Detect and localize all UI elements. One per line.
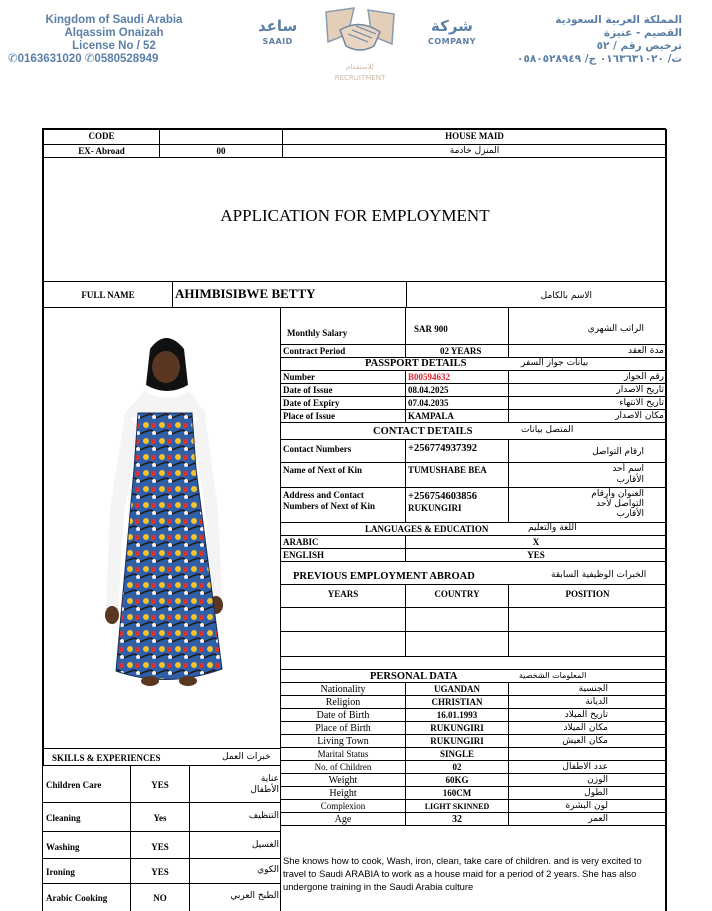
prev-employment-title-english: PREVIOUS EMPLOYMENT ABROAD <box>293 571 475 582</box>
skill-name-arabic-cooking: Arabic Cooking <box>46 893 108 903</box>
personal-value-complexion: LIGHT SKINNED <box>405 799 509 813</box>
prev-spacer-row <box>280 656 667 670</box>
personal-value-age: 32 <box>405 812 509 826</box>
passport-section-title <box>280 357 667 371</box>
personal-ar-weight: الوزن <box>508 773 667 787</box>
skill-ar-cleaning: التنظيف <box>248 811 279 821</box>
logo-company-english: COMPANY <box>428 37 476 46</box>
handshake-logo-icon <box>318 4 402 60</box>
skills-title-english: SKILLS & EXPERIENCES <box>52 753 161 763</box>
contract-label: Contract Period <box>280 344 406 358</box>
skill-value-ironing: YES <box>130 859 190 883</box>
personal-value-weight: 60KG <box>405 773 509 787</box>
passport-issue-arabic: تاريخ الاصدار <box>508 383 667 397</box>
languages-title-english: LANGUAGES & EDUCATION <box>365 524 489 534</box>
passport-place-label: Place of Issue <box>280 409 406 423</box>
application-title: APPLICATION FOR EMPLOYMENT <box>43 157 667 282</box>
personal-ar-nationality: الجنسية <box>508 682 667 696</box>
logo-company-arabic: شركة <box>431 17 473 35</box>
personal-label-children: No. of Children <box>280 760 406 774</box>
passport-expiry-value: 07.04.2035 <box>405 396 509 410</box>
personal-ar-living-town: مكان العيش <box>508 734 667 748</box>
skill-ar-children-care: عناية الأطفال <box>250 774 279 795</box>
salary-label: Monthly Salary <box>280 307 406 345</box>
passport-place-arabic: مكان الاصدار <box>508 409 667 423</box>
passport-number-value: B00594632 <box>405 370 509 384</box>
kin-address-ar-1: العنوان وأرقام <box>591 489 644 499</box>
skills-section-title <box>43 748 281 766</box>
passport-number-label: Number <box>280 370 406 384</box>
personal-ar-height: الطول <box>508 786 667 800</box>
company-header-arabic <box>482 14 682 66</box>
prev-row-1-position <box>508 607 667 632</box>
personal-label-living-town: Living Town <box>280 734 406 748</box>
passport-place-value: KAMPALA <box>405 409 509 423</box>
skills-title-arabic: خبرات العمل <box>222 752 271 762</box>
kin-address-label-2: Numbers of Next of Kin <box>283 501 375 511</box>
full-name-label: FULL NAME <box>43 281 173 308</box>
logo-sub-english: RECRUITMENT <box>334 74 386 82</box>
kin-address-label <box>280 487 406 523</box>
personal-value-religion: CHRISTIAN <box>405 695 509 709</box>
contact-section-title <box>280 422 667 440</box>
passport-number-arabic: رقم الجواز <box>508 370 667 384</box>
personal-value-height: 160CM <box>405 786 509 800</box>
personal-value-dob: 16.01.1993 <box>405 708 509 722</box>
skill-name-children-care: Children Care <box>46 780 102 790</box>
contact-title-english: CONTACT DETAILS <box>373 426 473 437</box>
kin-name-arabic <box>508 462 667 488</box>
prev-row-2-years <box>280 631 406 657</box>
kin-address-label-1: Address and Contact <box>283 490 364 500</box>
ex-abroad-value: 00 <box>159 144 283 158</box>
skill-value-children-care: YES <box>130 766 190 802</box>
skill-name-ironing: Ironing <box>46 867 75 877</box>
kin-name-value: TUMUSHABE BEA <box>405 462 509 488</box>
passport-title-english: PASSPORT DETAILS <box>365 358 467 369</box>
prev-row-2-position <box>508 631 667 657</box>
full-name-value: AHIMBISIBWE BETTY <box>172 281 407 308</box>
languages-title-arabic: اللغة والتعليم <box>528 523 577 533</box>
skill-divider <box>43 858 281 859</box>
position-arabic: المنزل خادمة <box>282 144 667 158</box>
position-english: HOUSE MAID <box>282 129 667 145</box>
salary-arabic: الراتب الشهري <box>508 307 667 345</box>
kin-ar-line-1: اسم أحد <box>612 464 644 474</box>
kin-address-town: RUKUNGIRI <box>408 503 462 513</box>
kin-address-ar-2: التواصل لأحد <box>596 499 644 509</box>
prev-row-1-country <box>405 607 509 632</box>
salary-value: SAR 900 <box>405 307 509 345</box>
skill-divider <box>43 831 281 832</box>
skill-name-washing: Washing <box>46 842 80 852</box>
personal-ar-religion: الديانة <box>508 695 667 709</box>
prev-row-2-country <box>405 631 509 657</box>
skill-ar-washing: الغسيل <box>251 840 279 850</box>
logo-company <box>428 18 476 50</box>
logo-brand-left <box>258 18 297 50</box>
company-header-english <box>8 14 220 66</box>
personal-value-pob: RUKUNGIRI <box>405 721 509 735</box>
passport-expiry-label: Date of Expiry <box>280 396 406 410</box>
contract-arabic: مدة العقد <box>508 344 667 358</box>
personal-label-weight: Weight <box>280 773 406 787</box>
personal-label-marital: Marital Status <box>280 747 406 761</box>
header-ar-license: ترخيص رقم / ٥٢ <box>596 40 682 52</box>
candidate-photo <box>46 309 281 749</box>
kin-ar-line-2: الأقارب <box>616 475 644 485</box>
personal-ar-marital <box>508 747 667 761</box>
logo-brand-arabic: ساعد <box>258 17 298 35</box>
passport-issue-label: Date of Issue <box>280 383 406 397</box>
personal-ar-dob: تاريخ الميلاد <box>508 708 667 722</box>
passport-issue-value: 08.04.2025 <box>405 383 509 397</box>
skill-value-washing: YES <box>130 832 190 858</box>
logo-subtitle <box>318 62 402 84</box>
candidate-summary: She knows how to cook, Wash, iron, clean, take care of children. and is very excited to travel to Saudi ARABIA to work as a house maid for a period of 2 years. She has also undergone training in the Saudi Arabia culture <box>280 825 667 911</box>
prev-employment-title-arabic: الخبرات الوظيفية السابقة <box>551 570 647 580</box>
candidate-photo-frame <box>43 307 281 749</box>
personal-label-religion: Religion <box>280 695 406 709</box>
header-ar-city: القصيم - عنيزة <box>603 27 682 39</box>
header-ar-phones: ت/ ٠١٦٣٦٣١٠٢٠ ج/ ٠٥٨٠٥٢٨٩٤٩ <box>517 53 682 65</box>
personal-value-nationality: UGANDAN <box>405 682 509 696</box>
logo-brand-english: SAAID <box>262 37 293 46</box>
skill-value-cleaning: Yes <box>130 803 190 831</box>
header-ar-country: المملكة العربية السعودية <box>555 14 682 26</box>
ex-abroad-label: EX- Abroad <box>43 144 160 158</box>
personal-label-complexion: Complexion <box>280 799 406 813</box>
skill-divider <box>43 802 281 803</box>
prev-employment-section-title <box>280 561 667 585</box>
skill-ar-arabic-cooking: الطبخ العربي <box>230 891 279 901</box>
header-city: Alqassim Onaizah <box>64 27 164 39</box>
personal-title-english: PERSONAL DATA <box>370 671 458 682</box>
personal-label-dob: Date of Birth <box>280 708 406 722</box>
personal-value-children: 02 <box>405 760 509 774</box>
kin-address-value <box>405 487 509 523</box>
language-english-value: YES <box>405 548 667 562</box>
prev-col-years: YEARS <box>280 584 406 608</box>
personal-ar-pob: مكان الميلاد <box>508 721 667 735</box>
personal-value-living-town: RUKUNGIRI <box>405 734 509 748</box>
language-arabic-label: ARABIC <box>280 535 406 549</box>
kin-address-phone: +256754603856 <box>408 491 477 502</box>
employment-application-form <box>42 128 666 911</box>
kin-address-ar-3: الأقارب <box>616 509 644 519</box>
skill-ar-ironing: الكوي <box>257 865 279 875</box>
language-english-label: ENGLISH <box>280 548 406 562</box>
header-phones: ✆0163631020 ✆0580528949 <box>8 53 159 65</box>
prev-col-position: POSITION <box>508 584 667 608</box>
header-license: License No / 52 <box>72 40 156 52</box>
language-arabic-value: X <box>405 535 667 549</box>
full-name-arabic: الاسم بالكامل <box>406 281 667 308</box>
personal-title-arabic: المعلومات الشخصية <box>519 671 587 680</box>
kin-name-label: Name of Next of Kin <box>280 462 406 488</box>
languages-section-title <box>280 522 667 536</box>
contact-numbers-label: Contact Numbers <box>280 439 406 463</box>
personal-label-nationality: Nationality <box>280 682 406 696</box>
personal-label-pob: Place of Birth <box>280 721 406 735</box>
passport-title-arabic: بيانات جواز السفر <box>521 358 589 368</box>
contact-numbers-value: +256774937392 <box>405 439 509 463</box>
personal-section-title <box>280 669 667 683</box>
personal-value-marital: SINGLE <box>405 747 509 761</box>
personal-ar-age: العمر <box>508 812 667 826</box>
personal-ar-complexion: لون البشرة <box>508 799 667 813</box>
personal-ar-children: عدد الاطفال <box>508 760 667 774</box>
kin-address-arabic <box>508 487 667 523</box>
prev-col-country: COUNTRY <box>405 584 509 608</box>
skill-divider <box>43 883 281 884</box>
skill-value-arabic-cooking: NO <box>130 884 190 911</box>
contract-value: 02 YEARS <box>405 344 509 358</box>
prev-row-1-years <box>280 607 406 632</box>
logo-sub-arabic: للاستقدام <box>346 63 374 71</box>
passport-expiry-arabic: تاريخ الانتهاء <box>508 396 667 410</box>
code-label: CODE <box>43 129 160 145</box>
contact-title-arabic: المتصل بيانات <box>521 425 574 435</box>
skill-name-cleaning: Cleaning <box>46 813 81 823</box>
contact-numbers-arabic: ارقام التواصل <box>508 439 667 463</box>
header-country: Kingdom of Saudi Arabia <box>45 14 183 26</box>
code-value <box>159 129 283 145</box>
personal-label-height: Height <box>280 786 406 800</box>
personal-label-age: Age <box>280 812 406 826</box>
